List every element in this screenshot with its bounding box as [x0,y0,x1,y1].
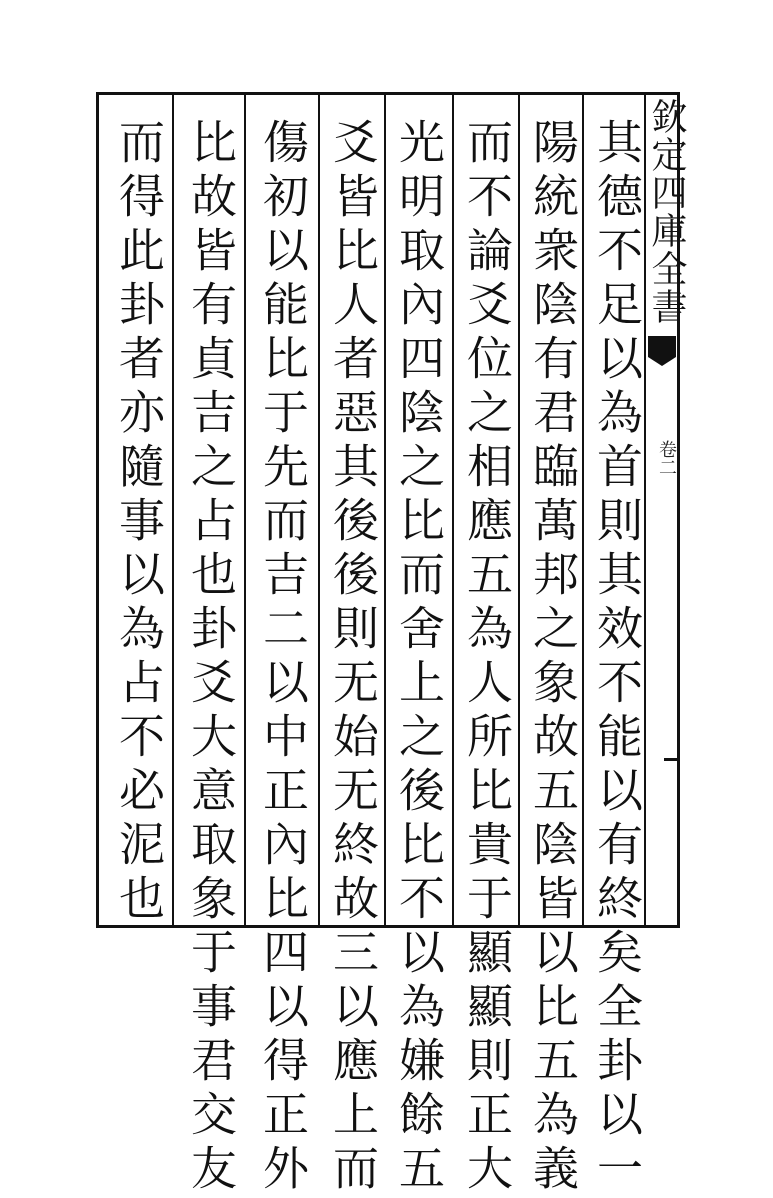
text-column-1: 其德不足以為首則其效不能以有終矣全卦以一 [590,118,644,1198]
text-column-5: 爻皆比人者惡其後後則无始无終故三以應上而 [326,118,380,1198]
column-rule [518,92,520,928]
text-column-2: 陽統衆陰有君臨萬邦之象故五陰皆以比五為義 [526,118,580,1198]
column-rule [172,92,174,928]
text-column-3: 而不論爻位之相應五為人所比貴于顯顯則正大 [460,118,514,1198]
margin-mark [664,758,678,761]
column-rule [384,92,386,928]
text-column-7: 比故皆有貞吉之占也卦爻大意取象于事君交友 [184,118,238,1198]
column-rule [244,92,246,928]
text-column-8: 而得此卦者亦隨事以為占不必泥也 [112,118,166,928]
column-rule [452,92,454,928]
book-title: 欽定四庫全書 [646,98,687,326]
column-rule [318,92,320,928]
text-column-4: 光明取內四陰之比而舍上之後比不以為嫌餘五 [392,118,446,1198]
text-column-6: 傷初以能比于先而吉二以中正內比四以得正外 [256,118,310,1198]
volume-label: 卷二 [656,440,677,476]
